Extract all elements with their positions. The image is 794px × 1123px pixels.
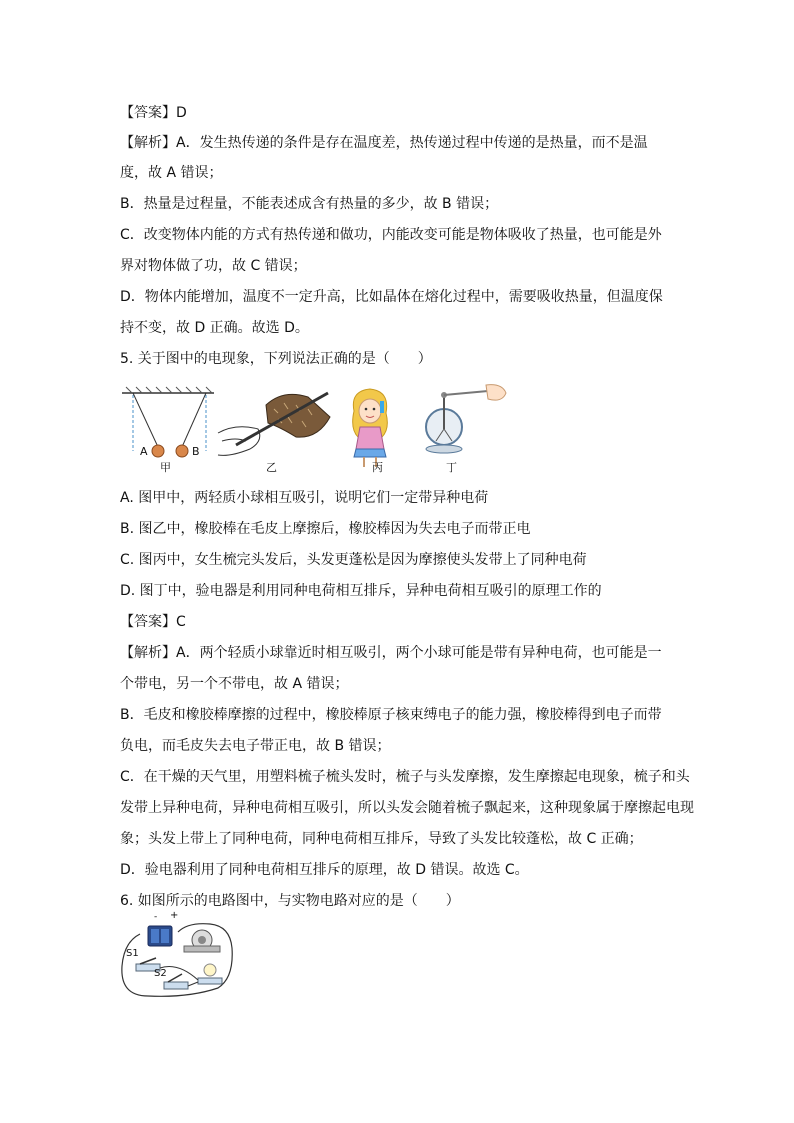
question-6-stem: 6. 如图所示的电路图中，与实物电路对应的是（ ） <box>120 893 460 909</box>
analysis-line: D．验电器利用了同种电荷相互排斥的原理，故 D 错误。故选 C。 <box>120 862 529 878</box>
analysis-line: 界对物体做了功，故 C 错误； <box>120 258 307 274</box>
option-a: A. 图甲中，两轻质小球相互吸引，说明它们一定带异种电荷 <box>120 490 489 506</box>
analysis-line: B．热量是过程量，不能表述成含有热量的多少，故 B 错误； <box>120 196 499 212</box>
switch-s1-label: S1 <box>126 948 139 959</box>
answer-label: 【答案】D <box>120 105 187 121</box>
answer-label: 【答案】C <box>120 614 186 630</box>
analysis-line: 象；头发上带上了同种电荷，同种电荷相互排斥，导致了头发比较蓬松，故 C 正确； <box>120 831 643 847</box>
figure-bing-caption: 丙 <box>372 461 383 474</box>
ball-b <box>176 445 188 457</box>
analysis-line: 持不变，故 D 正确。故选 D。 <box>120 320 309 336</box>
figure-jia-pendulums <box>122 387 214 457</box>
analysis-line: 【解析】A．两个轻质小球靠近时相互吸引，两个小球可能是带有异种电荷，也可能是一 <box>120 645 662 661</box>
analysis-line: B．毛皮和橡胶棒摩擦的过程中，橡胶棒原子核束缚电子的能力强，橡胶棒得到电子而带 <box>120 707 662 723</box>
ball-a-label: A <box>140 445 148 458</box>
analysis-line: 发带上异种电荷，异种电荷相互吸引，所以头发会随着梳子飘起来，这种现象属于摩擦起电现 <box>120 800 694 816</box>
analysis-line: D．物体内能增加，温度不一定升高，比如晶体在熔化过程中，需要吸收热量，但温度保 <box>120 289 663 305</box>
analysis-line: 个带电，另一个不带电，故 A 错误； <box>120 676 349 692</box>
ball-a <box>152 445 164 457</box>
bulb-icon <box>204 964 216 976</box>
battery-minus-label: - <box>154 912 158 922</box>
figure-yi-caption: 乙 <box>266 461 277 474</box>
figure-jia-caption: 甲 <box>160 461 171 474</box>
figure-yi-rod-fur <box>218 393 330 455</box>
analysis-line: 负电，而毛皮失去电子带正电，故 B 错误； <box>120 738 391 754</box>
analysis-line: 度，故 A 错误； <box>120 165 223 181</box>
figure-bing-girl <box>353 389 388 467</box>
question-5-figure <box>118 383 508 475</box>
switch-s2-icon <box>164 982 188 989</box>
ball-b-label: B <box>192 445 200 458</box>
figure-ding-caption: 丁 <box>446 461 457 474</box>
figure-ding-electroscope <box>426 385 506 453</box>
analysis-line: 【解析】A．发生热传递的条件是存在温度差，热传递过程中传递的是热量，而不是温 <box>120 135 648 151</box>
option-b: B. 图乙中，橡胶棒在毛皮上摩擦后，橡胶棒因为失去电子而带正电 <box>120 521 531 537</box>
question-5-stem: 5. 关于图中的电现象，下列说法正确的是（ ） <box>120 351 432 367</box>
question-6-circuit-figure <box>118 910 238 1000</box>
switch-s2-label: S2 <box>154 968 167 979</box>
analysis-line: C．改变物体内能的方式有热传递和做功，内能改变可能是物体吸收了热量，也可能是外 <box>120 227 662 243</box>
option-d: D. 图丁中，验电器是利用同种电荷相互排斥，异种电荷相互吸引的原理工作的 <box>120 583 602 599</box>
physical-circuit <box>118 918 238 1000</box>
battery-plus-label: + <box>170 910 179 921</box>
option-c: C. 图丙中，女生梳完头发后，头发更蓬松是因为摩擦使头发带上了同种电荷 <box>120 552 587 568</box>
analysis-line: C．在干燥的天气里，用塑料梳子梳头发时，梳子与头发摩擦，发生摩擦起电现象，梳子和头 <box>120 769 690 785</box>
